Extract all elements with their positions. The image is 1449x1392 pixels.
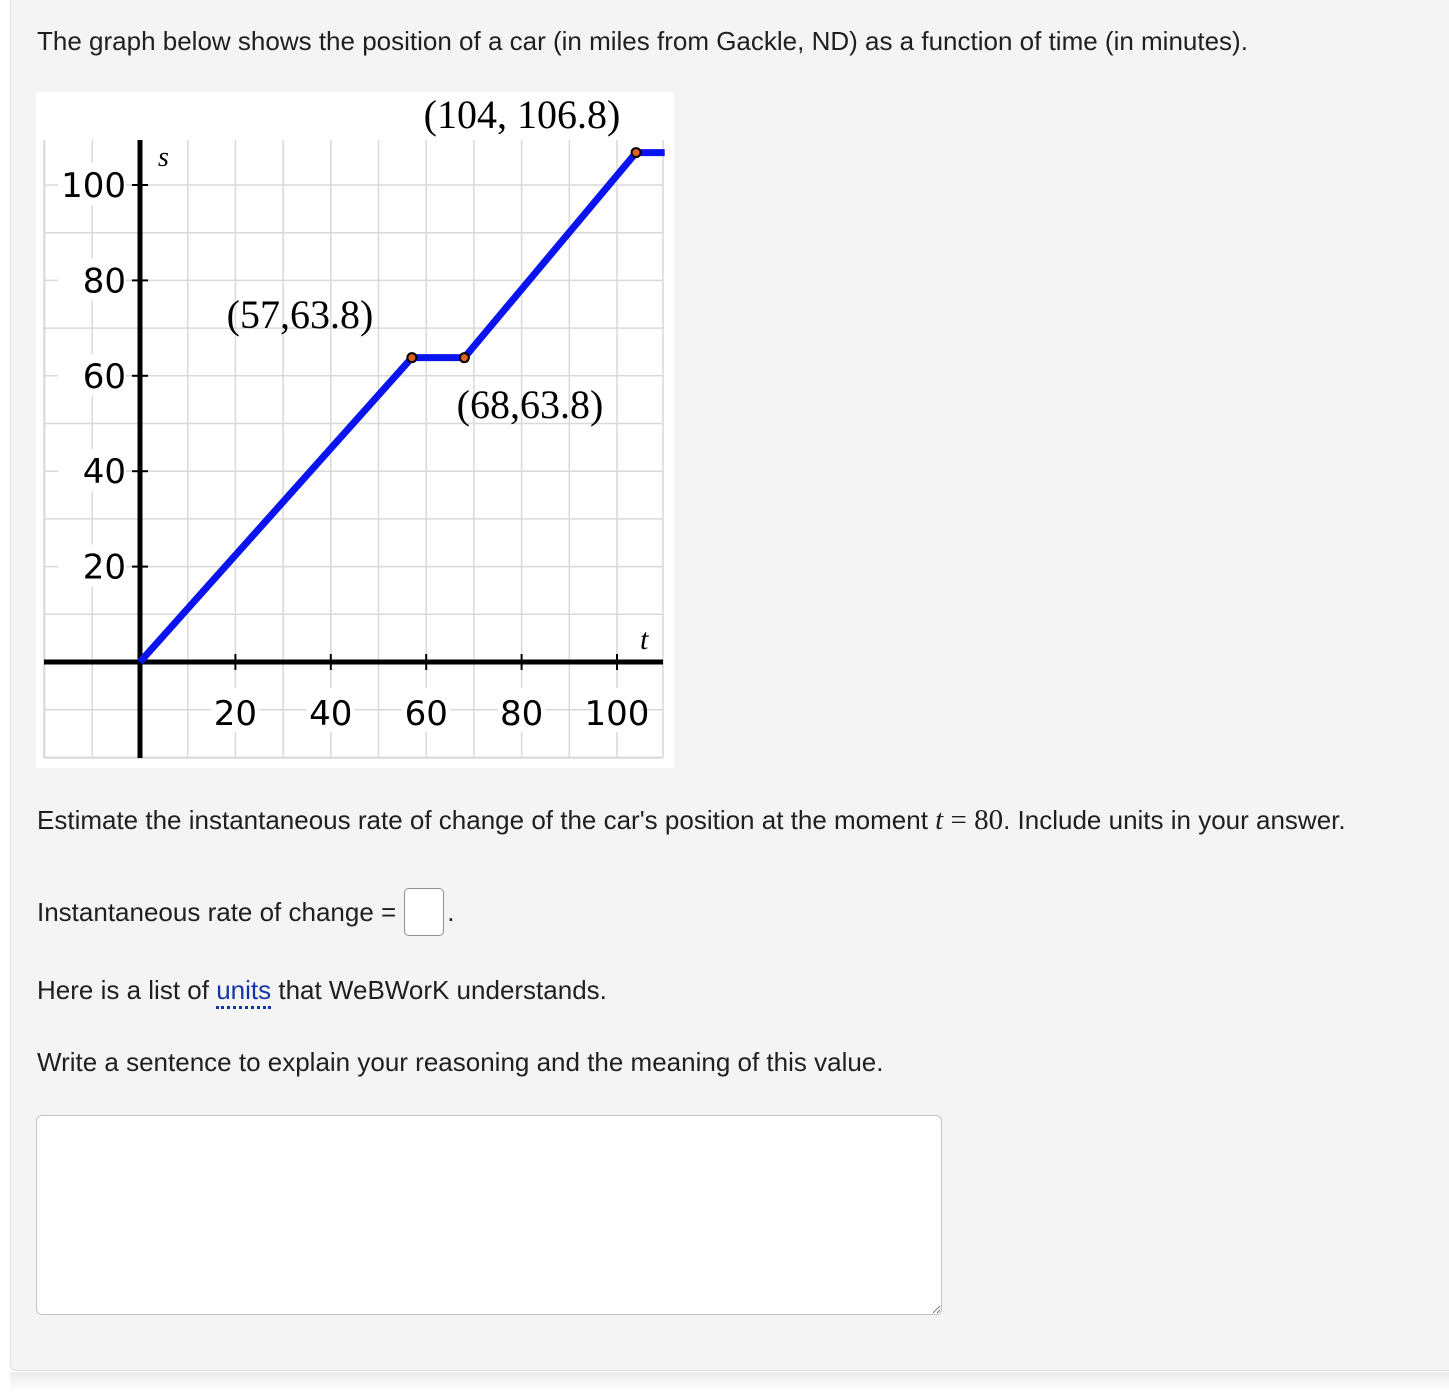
data-point — [407, 353, 416, 362]
explanation-textarea[interactable] — [36, 1115, 942, 1315]
point-label: (68,63.8) — [456, 382, 604, 427]
x-tick-label: 20 — [213, 694, 258, 734]
y-tick-label: 80 — [82, 261, 126, 302]
prompt-equals: = 80 — [943, 804, 1004, 836]
units-suffix: that WeBWorK understands. — [278, 975, 607, 1005]
x-tick-label: 60 — [404, 694, 448, 734]
x-axis-label: t — [640, 623, 649, 656]
point-label: (57,63.8) — [226, 292, 374, 337]
units-link[interactable]: units — [216, 975, 271, 1009]
units-note — [37, 970, 607, 1010]
y-axis-label: s — [158, 142, 169, 173]
prompt-math — [935, 804, 1003, 836]
data-point — [460, 353, 469, 362]
rate-answer-input[interactable] — [404, 888, 444, 936]
y-tick-label: 100 — [61, 166, 126, 206]
position-time-chart — [36, 92, 674, 768]
point-label: (104, 106.8) — [423, 92, 621, 137]
prompt-text: Estimate the instantaneous rate of change of the car's position at the moment — [37, 805, 928, 835]
prompt-text-after: . Include units in your answer. — [1003, 805, 1346, 835]
explain-prompt: Write a sentence to explain your reasoning and the meaning of this value. — [37, 1047, 884, 1077]
question-prompt — [37, 800, 1417, 840]
position-graph — [36, 92, 674, 768]
problem-intro: The graph below shows the position of a car (in miles from Gackle, ND) as a function of time (in minutes). — [37, 26, 1248, 56]
y-tick-label: 20 — [82, 547, 126, 588]
x-tick-label: 80 — [499, 694, 544, 734]
answer-period: . — [447, 897, 455, 927]
answer-label: Instantaneous rate of change = — [37, 897, 397, 927]
units-prefix: Here is a list of — [37, 975, 209, 1005]
x-tick-label: 100 — [584, 694, 650, 734]
panel-shadow — [10, 1372, 1449, 1392]
data-point — [632, 148, 641, 157]
answer-row — [37, 888, 454, 936]
y-tick-label: 40 — [82, 452, 126, 493]
y-tick-label: 60 — [82, 356, 126, 397]
x-tick-label: 40 — [309, 694, 353, 734]
prompt-variable: t — [935, 804, 944, 836]
